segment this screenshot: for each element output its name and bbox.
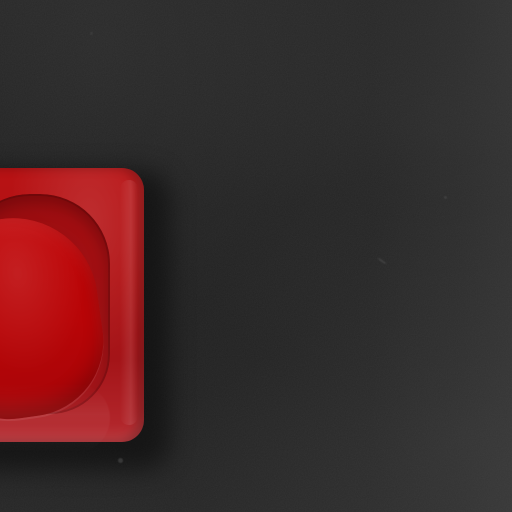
dust-speck (444, 196, 447, 199)
red-plastic-part (0, 168, 144, 442)
dust-speck (377, 257, 386, 264)
dust-speck (118, 458, 123, 463)
dust-speck (90, 32, 93, 35)
right-edge-haze (372, 0, 512, 512)
red-lower-bevel (0, 383, 110, 453)
